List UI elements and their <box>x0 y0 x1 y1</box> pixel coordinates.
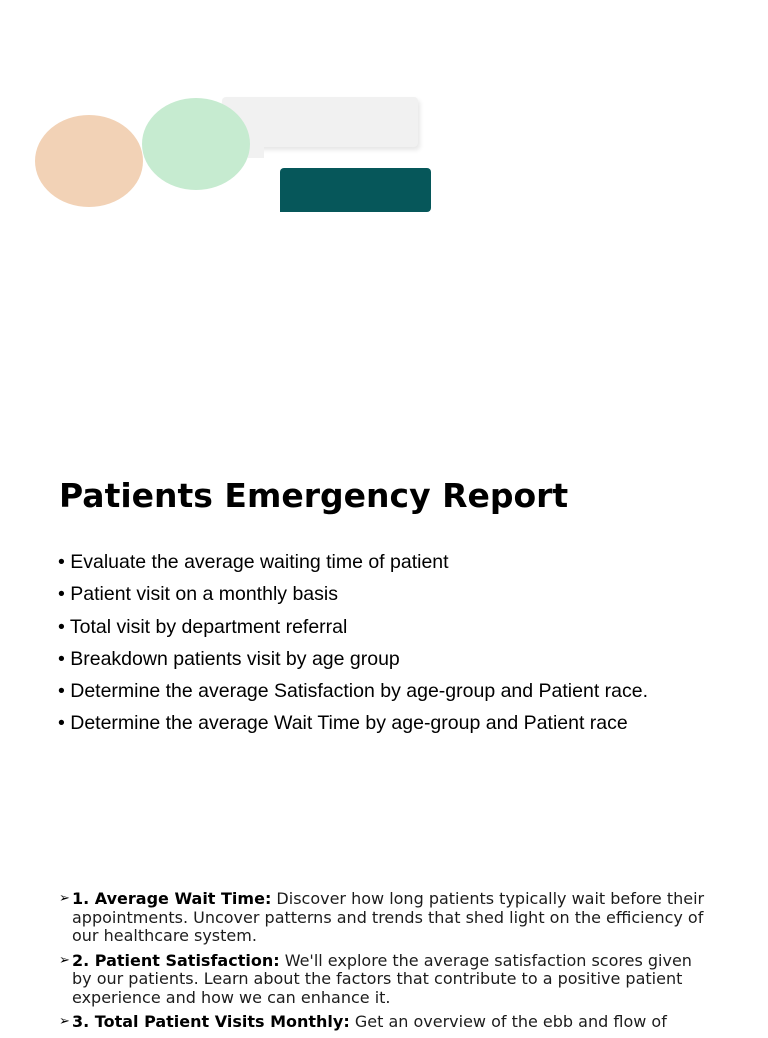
arrow-bullet-icon: ➢ <box>59 1014 70 1029</box>
detail-item <box>59 1013 709 1032</box>
peach-oval-shape <box>35 115 143 207</box>
arrow-bullet-icon: ➢ <box>59 891 70 906</box>
detail-heading: 2. Patient Satisfaction: <box>72 950 280 970</box>
gray-shadow-tab <box>248 140 264 158</box>
details-list <box>59 890 709 1038</box>
detail-item <box>59 952 709 1008</box>
objective-item: • Patient visit on a monthly basis <box>58 583 338 606</box>
detail-text: We'll explore the average satisfaction scores given by our patients. Learn about the factors that contribute to a positive patient experience and how we can enhance it. <box>72 950 692 1007</box>
detail-heading: 1. Average Wait Time: <box>72 889 272 908</box>
objectives-list <box>58 546 648 740</box>
objective-item: • Total visit by department referral <box>58 615 348 638</box>
detail-heading: 3. Total Patient Visits Monthly: <box>72 1012 350 1031</box>
objective-item: • Determine the average Satisfaction by age-group and Patient race. <box>58 680 649 703</box>
mint-oval-shape <box>142 98 250 190</box>
detail-text: Get an overview of the ebb and flow of <box>349 1012 667 1031</box>
page-title: Patients Emergency Report <box>59 476 569 515</box>
objective-item: • Breakdown patients visit by age group <box>58 647 400 670</box>
objective-item: • Evaluate the average waiting time of patient <box>58 551 449 573</box>
teal-bar-shape <box>280 168 431 212</box>
detail-text: Discover how long patients typically wait before their appointments. Uncover patterns and trends that shed light on the efficiency of our healthcare system. <box>72 889 705 945</box>
arrow-bullet-icon: ➢ <box>59 952 70 968</box>
detail-item <box>59 890 709 946</box>
objective-item: • Determine the average Wait Time by age-group and Patient race <box>58 712 628 735</box>
